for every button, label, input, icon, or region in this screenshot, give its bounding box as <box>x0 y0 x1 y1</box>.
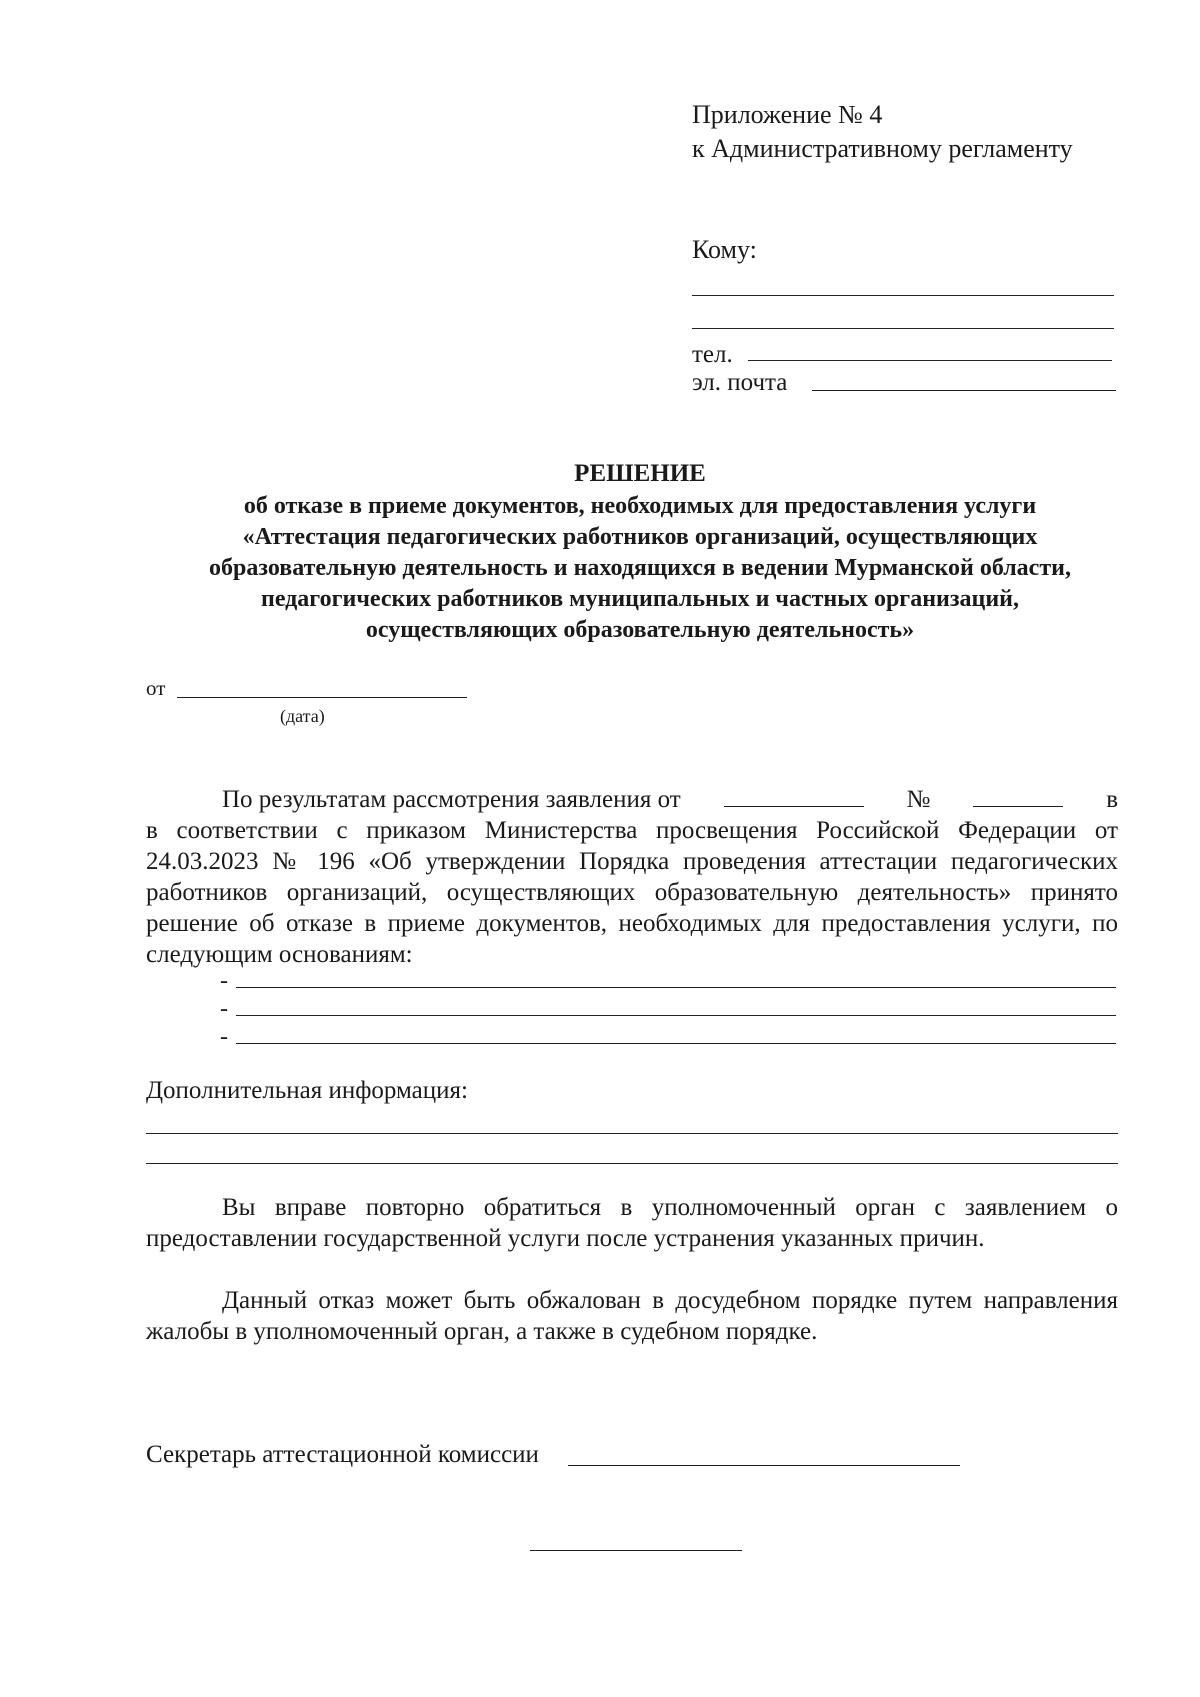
ground-line-2 <box>236 1015 1116 1016</box>
ground-line-1 <box>236 987 1116 988</box>
title-main: РЕШЕНИЕ <box>574 460 706 487</box>
ground-dash-3: - <box>220 1024 228 1050</box>
email-label: эл. почта <box>692 369 788 396</box>
appendix-header <box>692 98 1162 166</box>
body-part-1: По результатам рассмотрения заявления от <box>222 786 681 813</box>
title-line-2: «Аттестация педагогических работников организаций, осуществляющих <box>242 524 1038 550</box>
date-caption: (дата) <box>280 706 325 726</box>
body-part-2: в соответствии с приказом Министерства просвещения Российской Федерации от 24.03.2023 № 196 «Об утверждении Порядка проведения аттестации педагогических работников организаций, осуществляющих образовательную деятельность» принято решение об отказе в приеме документов, необходимых для предоставления услуги, по следующим основаниям: <box>146 817 1118 968</box>
date-line <box>177 697 467 698</box>
ground-dash-1: - <box>220 968 228 994</box>
body-first-line <box>146 784 1118 815</box>
recipient-line-1 <box>692 295 1114 296</box>
reapply-note: Вы вправе повторно обратиться в уполномоченный орган с заявлением о предоставлении государственной услуги после устранения указанных причин. <box>146 1194 1118 1252</box>
additional-info-line-1 <box>146 1133 1118 1134</box>
additional-info-line-2 <box>146 1163 1118 1164</box>
decision-body <box>146 784 1118 970</box>
phone-label: тел. <box>692 341 733 368</box>
title-line-5: осуществляющих образовательную деятельность» <box>365 617 915 643</box>
closing-separator <box>530 1550 742 1551</box>
title-line-4: педагогических работников муниципальных и частных организаций, <box>261 586 1019 612</box>
ground-dash-2: - <box>220 996 228 1022</box>
phone-line <box>748 360 1112 361</box>
recipient-line-2 <box>692 328 1114 329</box>
application-number-blank <box>973 784 1063 807</box>
appendix-regulation: к Административному регламенту <box>692 134 1073 163</box>
recipient-label: Кому: <box>692 235 757 264</box>
additional-info-label: Дополнительная информация: <box>146 1077 468 1104</box>
appeal-note: Данный отказ может быть обжалован в досудебном порядке путем направления жалобы в уполномоченный орган, а также в судебном порядке. <box>146 1287 1118 1345</box>
signature-line <box>568 1465 960 1466</box>
ground-line-3 <box>236 1043 1116 1044</box>
decision-title <box>120 458 1160 646</box>
number-sign: № <box>906 786 931 813</box>
date-from-label: от <box>146 676 166 700</box>
appendix-number: Приложение № 4 <box>692 100 883 129</box>
email-line <box>812 390 1116 391</box>
body-in-word: в <box>1106 786 1118 813</box>
secretary-signature-label: Секретарь аттестационной комиссии <box>146 1441 539 1468</box>
application-date-blank <box>724 784 864 807</box>
title-line-1: об отказе в приеме документов, необходимых для предоставления услуги <box>243 493 1037 519</box>
title-line-3: образовательную деятельность и находящихся в ведении Мурманской области, <box>209 555 1071 581</box>
